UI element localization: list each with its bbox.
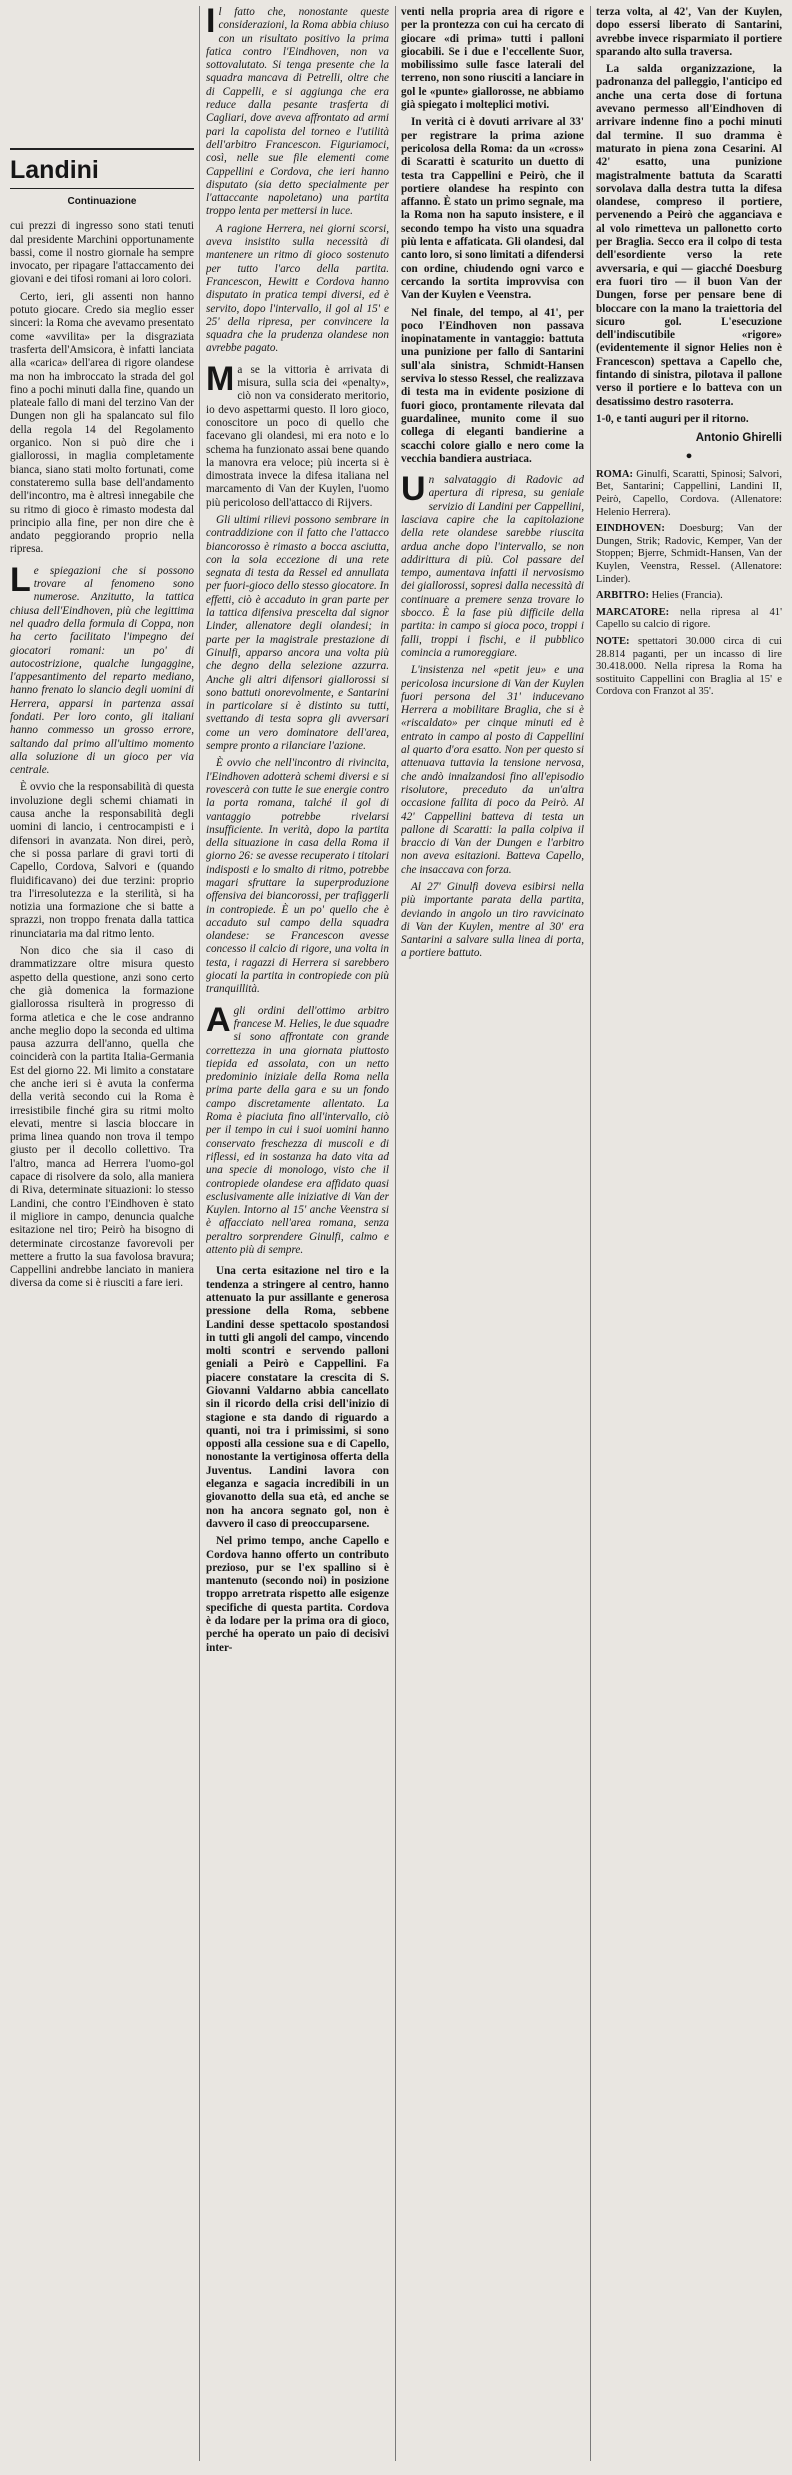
paragraph: Non dico che sia il caso di drammatizzare oltre misura questo aspetto della questione, anzi sono certo che già domenica la formazione giallorossa risulterà in progresso di forma atletica e che le cose andranno anche meglio dopo la seconda ed ultima pausa azzurra dell'anno, quella che coinciderà con la partita Italia-Germania Est del giorno 22. Mi limito a constatare che anche ieri si è avuta la conferma della verità secondo cui la Roma è irresistibile finché gira su ritmi molto elevati, mentre si lascia bloccare in prima linea quando non trova il tempo giusto per il decollo collettivo. Tra l'altro, manca ad Herrera l'uomo-gol capace di risolvere da solo, alla maniera di Riva, determinate situazioni: lo stesso Landini, che contro l'Eindhoven è stato il migliore in campo, denuncia qualche esitazione nel tiro; Peirò ha bisogno di determinate circostanze favorevoli per mettere a frutto la sua favolosa bravura; Cappellini andrebbe lanciato in maniera diversa da come si è riusciti a fare ieri. xyxy=(10,945,194,1290)
article-column-1 xyxy=(10,6,194,2461)
paragraph: Certo, ieri, gli assenti non hanno potuto giocare. Credo sia meglio esser sinceri: la Roma che avevamo presentato come «avvilita» per la disgraziata trasferta dell'Amsicora, è infatti lanciata alla «carica» dell'area di rigore olandese ma non ha imbroccato la strada del gol fino a pochi minuti dalla fine, quando un plateale fallo di mani del terzino Van der Dungen non gli ha spalancato sul filo della regola 14 del Regolamento organico. Non si può dire che i giallorossi, in maglia completamente bianca, siano stati molto fortunati, come constateremo sulla base dell'andamento dell'incontro, ma è altresì innegabile che su ritmo di gioco è rimasto modesta dal principio alla fine, per non dire che è andato peggiorando proprio nella ripresa. xyxy=(10,290,194,556)
paragraph-text: l fatto che, nonostante queste considerazioni, la Roma abbia chiuso con un risultato positivo la prima fatica contro l'Eindhoven, non va sottovalutato. Si tenga presente che la squadra mancava di Petrelli, oltre che di Cappelli, e si aggiunga che era reduce dalla pesante trasferta di Cagliari, dove aveva affrontato ad armi pari la capolista del torneo e l'utilità dell'arbitro Francescon. Figuriamoci, così, nelle sue file elementi come Cappellini e Cordova, che ieri hanno disputato (sia detto specialmente per l'attaccante napoletano) una partita troppo lenta per mettersi in luce. xyxy=(206,6,389,218)
paragraph-text: e spiegazioni che si possono trovare al fenomeno sono numerose. Anzitutto, la tattica chiusa dell'Eindhoven, più che legittima nel quadro della formula di Coppa, non ha certo facilitato l'impegno dei giocatori romani: un po' di autocostrizione, qualche lungaggine, l'appesantimento del reparto mediano, hanno frenato lo slancio degli uomini di Herrera, apparsi in partenza assai fondati. Per loro conto, gli italiani hanno commesso un grosso errore, saltando dal primo all'ultimo momento alla soluzione di un gioco per via centrale. xyxy=(10,564,194,777)
drop-cap: I xyxy=(206,6,216,40)
paragraph: Al 27' Ginulfi doveva esibirsi nella più importante parata della partita, deviando in angolo un tiro ravvicinato di Van der Kuylen, mentre al 30' era Santarini a salvare sulla linea di porta, a portiere battuto. xyxy=(401,881,584,960)
paragraph-text: gli ordini dell'ottimo arbitro francese M. Helies, le due squadre si sono affrontate con grande correttezza in una giornata piuttosto tiepida ed assolata, con un netto predominio iniziale della Roma nella prima parte della gara e su un fondo campo discretamente allentato. La Roma è piaciuta fino all'intervallo, ciò per il tempo in cui i suoi uomini hanno conservato freschezza di muscoli e di riflessi, ed in sostanza ha dato vita ad una specie di monologo, visto che il contropiede olandese era affidato quasi esclusivamente alle iniziative di Van der Kuylen. Intorno al 15' anche Veenstra si è affacciato nell'area romana, senza peraltro sorprendere Ginulfi, calmo e attento più di sempre. xyxy=(206,1004,389,1257)
lineup-text: nella ripresa al 41' Capello su calcio di rigore. xyxy=(596,606,782,631)
paragraph: È ovvio che la responsabilità di questa involuzione degli schemi chiamati in causa anche la responsabilità degli uomini di lancio, i centrocampisti e i difensori in avanzata. Non direi, però, che si possa parlare di gravi torti di Capello, Cordova, Salvori e (quando fluidificavano) dei due terzini: proprio tra l'irresolutezza e la sterilità, si ha notizia una formazione che si batte a sprazzi, non troppo frenata dalla tattica rinunciataria ma dal ritmo lento. xyxy=(10,781,194,940)
lineup-entry xyxy=(596,523,782,586)
lineup-label: ARBITRO: xyxy=(596,590,652,602)
lineup-label: NOTE: xyxy=(596,635,638,647)
lineup-entry xyxy=(596,469,782,519)
paragraph xyxy=(206,359,389,510)
column-rule xyxy=(590,6,591,2461)
article-column-2 xyxy=(206,6,389,2461)
continuation-label: Continuazione xyxy=(67,196,137,207)
lineup-entry xyxy=(596,590,782,603)
byline: Antonio Ghirelli xyxy=(695,432,782,445)
paragraph xyxy=(206,6,389,219)
separator-dot: ● xyxy=(685,449,693,462)
paragraph: cui prezzi di ingresso sono stati tenuti dal presidente Marchini opportunamente bassi, come il nostro giornale ha sempre invocato, per ripagare l'attaccamento dei giovani e dei tifosi romani ai loro colori. xyxy=(10,220,194,286)
drop-cap: U xyxy=(401,470,426,509)
paragraph: È ovvio che nell'incontro di rivincita, l'Eindhoven adotterà schemi diversi e si rovescerà con tutte le sue energie contro la porta romana, talché il gol di vantaggio potrebbe rivelarsi insufficiente. In verità, dopo la partita della situazione in casa della Roma il giorno 26: se avesse recuperato i titolari indisposti e lo smalto di ritmo, potrebbe magari sfruttare la superproduzione offensiva dei biancorossi, per trafiggerli in contropiede. È un po' quello che è accaduto sul campo della squadra olandese: se Francescon avesse concesso il calcio di rigore, una volta in testa, i ragazzi di Herrera si sarebbero giocati la partita in contropiede con più tranquillità. xyxy=(206,757,389,996)
article-column-3 xyxy=(401,6,584,2461)
drop-cap: L xyxy=(10,560,31,599)
paragraph: Nel finale, del tempo, al 41', per poco l'Eindhoven non passava inopinatamente in vantaggio: battuta una punizione per fallo di Santarini sull'ala sinistra, Schmidt-Hansen serviva lo stesso Ressel, che realizzava di testa ma in evidente posizione di fuori gioco, prontamente rilevata dal guardalinee, munito come il suo collega di eleganti bandierine a scacchi colore giallo e nero come la vecchia bandiera austriaca. xyxy=(401,306,584,465)
paragraph xyxy=(206,1000,389,1258)
headline: Landini xyxy=(10,156,99,184)
paragraph: Gli ultimi rilievi possono sembrare in contraddizione con il fatto che l'attacco biancorosso è rimasto a bocca asciutta, con la sola eccezione di una rete segnata di testa da Ressel ed annullata per fuori-gioco dello stesso giocatore. In effetti, ciò è accaduto in gran parte per la tattica difensiva prescelta dal signor Linder, allenatore degli olandesi; in parte per la magistrale prestazione di Ginulfi, apparso ancora una volta più che degno della selezione azzurra. Anche gli altri difensori giallorossi si sono battuti onorevolmente, e Santarini in particolare si è distinto su tutti, svettando di testa sopra gli avversari come un vero dominatore dell'area, sempre pronto a rilanciare l'azione. xyxy=(206,513,389,753)
lineup-text: Ginulfi, Scaratti, Spinosi; Salvori, Bet, Santarini; Cappellini, Landini II, Peirò, Capello, Cordova. (Allenatore: Helenio Herrera). xyxy=(596,468,782,518)
paragraph: venti nella propria area di rigore e per la prontezza con cui ha cercato di giocare «di prima» tutti i palloni giocabili. Se i due e l'eccellente Suor, mobilissimo sulle fasce laterali del terreno, non sono riusciti a lanciare in gol le «punte» giallorosse, ne abbiamo già spiegato i molteplici motivi. xyxy=(401,6,584,112)
lineup-text: Doesburg; Van der Dungen, Strik; Radovic, Kemper, Van der Stoppen; Bjerre, Schmidt-Hansen, Van der Kuylen, Veenstra, Ressel. (Allenatore: Linder). xyxy=(596,523,782,585)
paragraph: Una certa esitazione nel tiro e la tendenza a stringere al centro, hanno attenuato la pur assillante e generosa pressione della Roma, sebbene Landini desse spettacolo spostandosi in tutti gli angoli del campo, vincendo molti scontri e servendo palloni geniali a Peirò e Cappellini. Fa piacere constatare la crescita di S. Giovanni Valdarno abbia cancellato sin il ricordo della crisi dell'inizio di stagione e sta dando di riguardo a quanti, noi tra i primissimi, si sono opposti alla cessione sua e di Capello, nonostante la vertiginosa offerta della Juventus. Landini lavora con eleganza e sagacia incredibili in un giovanotto della sua età, ed anche se non ha ancora segnato gol, non è davvero il caso di preoccuparsene. xyxy=(206,1265,389,1530)
lineup-label: EINDHOVEN: xyxy=(596,523,680,535)
lineup-label: ROMA: xyxy=(596,468,637,480)
lineup-entry xyxy=(596,607,782,632)
lineup-text: spettatori 30.000 circa di cui 28.814 paganti, per un incasso di lire 30.418.000. Nella ripresa la Roma ha sostituito Cappellini con Braglia al 15' e Cordova con Franzot al 35'. xyxy=(596,635,782,698)
column-rule xyxy=(395,6,396,2461)
lineup-text: Helies (Francia). xyxy=(651,590,723,602)
score-line: 1-0, e tanti auguri per il ritorno. xyxy=(596,412,749,425)
paragraph-text: a se la vittoria è arrivata di misura, sulla scia dei «penalty», ciò non va considerato meritorio, io devo aspettarmi questo. Il loro gioco, conoscitore un poco di quello che facevano gli olandesi, mi era noto e lo schema ha funzionato assai bene quando la manovra era veloce; più incerta si è dimostrata invece la difesa italiana nel marcamento di Van der Kuylen, l'uomo più pericoloso dell'attacco di Rijvers. xyxy=(206,363,389,509)
lineups-box xyxy=(596,469,782,699)
column-rule xyxy=(199,6,200,2461)
paragraph xyxy=(10,560,194,778)
lineup-entry xyxy=(596,636,782,699)
paragraph-text: n salvataggio di Radovic ad apertura di ripresa, su geniale servizio di Landini per Cappellini, lasciava capire che la capitolazione della rete olandese sarebbe riuscita ardua anche dopo l'intervallo, se non addirittura di più. Col passare del tempo, aumentava infatti il nervosismo dei giallorossi, sopresi dalla necessità di continuare a premere senza trovare lo sbocco. È la fase più difficile della partita: in campo si gioca poco, troppi i falli, troppi i fischi, e il pubblico comincia a rumoreggiare. xyxy=(401,474,584,659)
paragraph: La salda organizzazione, la padronanza del palleggio, l'anticipo ed anche una certa dose di fortuna avevano permesso all'Eindhoven di arrivare indenne fino a pochi minuti dal termine. Il suo dramma è maturato in piena zona Cesarini. Al 42' esatto, una punizione magistralmente battuta da Scaratti sorvolava dalla destra tutta la difesa olandese, compreso il portiere, pervenendo a Peirò che agganciava e al volo rimetteva un pallonetto corto per Braglia. Secco era il colpo di testa dell'esordiente verso la rete avversaria, e qui — giacché Doesburg era fuori tiro — il buon Van der Dungen, forse per pensare bene di bloccare con la mano la traiettoria del sicuro gol. L'esecuzione dell'indiscutibile «rigore» (evidentemente il signor Helies non è Francescon) spettava a Capello che, fintando di sinistra, pilotava il pallone verso il portiere e lo batteva con un desatissimo destro rasoterra. xyxy=(596,63,782,408)
paragraph: L'insistenza nel «petit jeu» e una pericolosa incursione di Van der Kuylen fuori persona del 31' inducevano Herrera a mobilitare Braglia, che si è «riscaldato» per cinque minuti ed è entrato in campo al posto di Cappellini al quarto d'ora esatto. Non per questo si attenuava tuttavia la tensione nervosa, che andò innalzandosi fino all'episodio risolutore, preceduto da un'altra occasione fallita di poco da Peirò. Al 42' Cappellini batteva di testa un pallone di Scaratti: la palla colpiva il braccio di Van der Dungen e l'arbitro non aveva esitazioni. Batteva Capello, che insaccava con forza. xyxy=(401,664,584,876)
paragraph: terza volta, al 42', Van der Kuylen, dopo essersi liberato di Santarini, avrebbe invece risparmiato il portiere sparando alto sulla traversa. xyxy=(596,6,782,58)
article-column-4 xyxy=(596,6,782,2461)
drop-cap: M xyxy=(206,359,235,398)
paragraph: A ragione Herrera, nei giorni scorsi, aveva insistito sulla necessità di mantenere un ritmo di gioco sostenuto per tutto l'arco della partita. Francescon, Hewitt e Cordova hanno disputato in pratica tempi diversi, ed è servito, dopo l'intervallo, il gol al 15' e 25' della ripresa, per convincere la squadra che la prudenza olandese non avrebbe pagato. xyxy=(206,222,389,355)
lineup-label: MARCATORE: xyxy=(596,606,680,618)
drop-cap: A xyxy=(206,1000,231,1039)
paragraph: In verità ci è dovuti arrivare al 33' per registrare la prima azione pericolosa della Roma: da un «cross» di Scaratti è scaturito un duetto di testa tra Cappellini e Peirò, che il portiere olandese ha respinto con affanno. È stato un primo segnale, ma la Roma non ha saputo insistere, e il secondo tempo ha visto una squadra più lenta e affaticata. Gli olandesi, dal canto loro, si sono limitati a difendersi con ordine, chiudendo ogni varco e cercando la sortita improvvisa con Van der Kuylen e Veenstra. xyxy=(401,116,584,302)
paragraph xyxy=(401,470,584,660)
headline-box xyxy=(10,148,194,189)
paragraph: Nel primo tempo, anche Capello e Cordova hanno offerto un contributo prezioso, pur se l'ex spallino si è mantenuto (secondo noi) in posizione troppo arretrata rispetto alle esigenze specifiche di questa partita. Cordova è da lodare per la prima ora di gioco, perché ha operato un paio di decisivi inter- xyxy=(206,1535,389,1654)
